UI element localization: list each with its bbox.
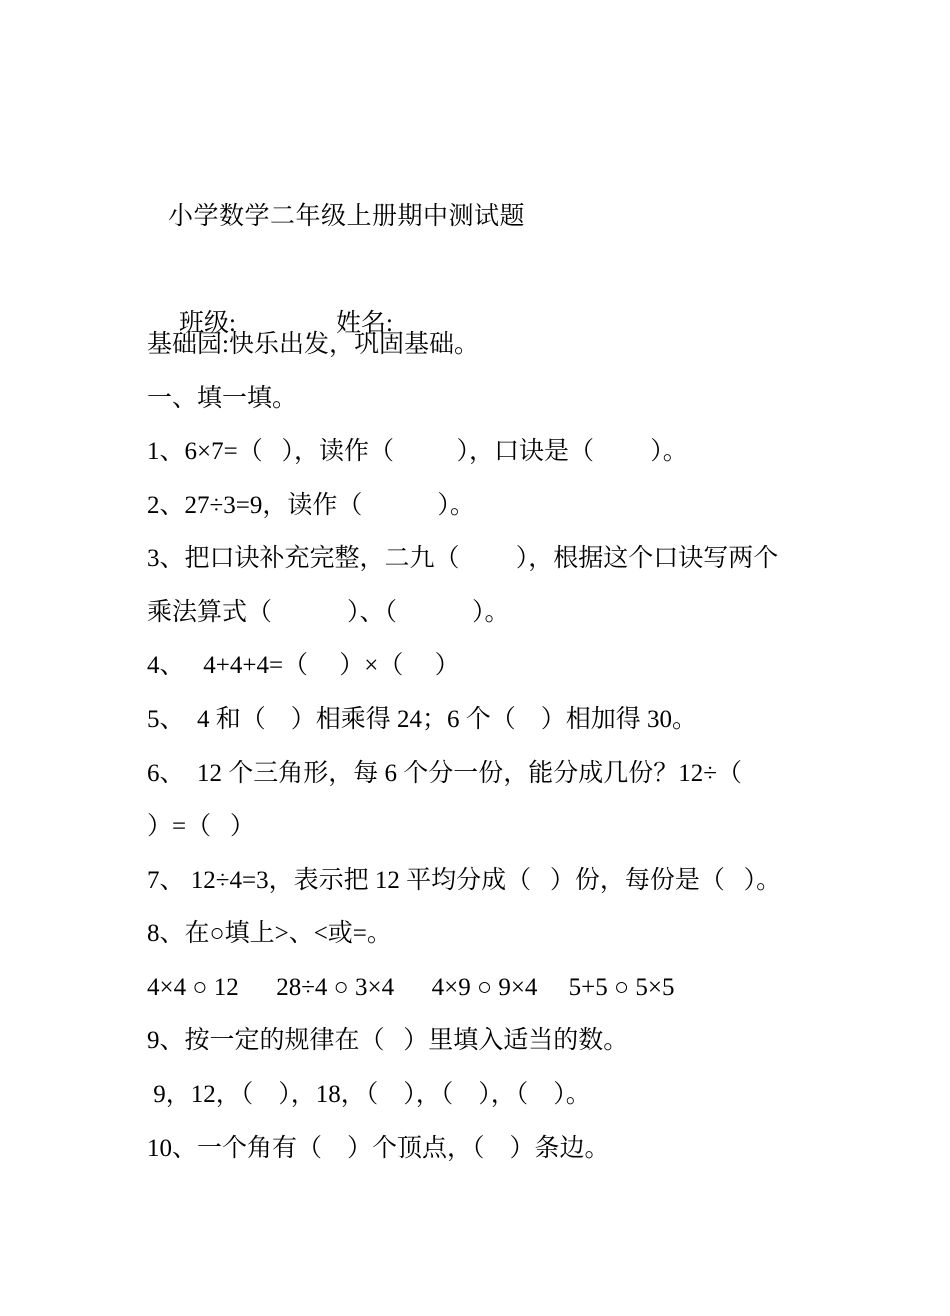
question-3-continued: 乘法算式（ ）、（ ）。 xyxy=(147,599,510,626)
intro-text: 基础园:快乐出发，巩固基础。 xyxy=(147,331,479,358)
question-9-sequence: 9，12，（ ），18，（ ），（ ），（ ）。 xyxy=(147,1081,591,1108)
question-3: 3、把口诀补充完整，二九（ ），根据这个口诀写两个 xyxy=(147,545,779,572)
question-7: 7、 12÷4=3，表示把 12 平均分成（ ）份，每份是（ ）。 xyxy=(147,867,782,894)
name-label: 姓名: xyxy=(335,310,393,337)
question-6-continued: ）=（ ） xyxy=(147,813,255,840)
question-5: 5、 4 和（ ）相乘得 24；6 个（ ）相加得 30。 xyxy=(147,706,698,733)
question-1: 1、6×7=（ ），读作（ ），口诀是（ ）。 xyxy=(147,438,688,465)
question-10: 10、一个角有（ ）个顶点，（ ）条边。 xyxy=(147,1135,610,1162)
question-6: 6、 12 个三角形，每 6 个分一份，能分成几份？12÷（ xyxy=(147,760,742,787)
question-4: 4、 4+4+4=（ ）×（ ） xyxy=(147,652,460,679)
section-heading-fill-in: 一、填一填。 xyxy=(147,385,298,412)
question-8: 8、在○填上>、<或=。 xyxy=(147,920,392,947)
question-8-comparisons: 4×4 ○ 12 28÷4 ○ 3×4 4×9 ○ 9×4 5+5 ○ 5×5 xyxy=(147,974,675,1001)
question-9: 9、按一定的规律在（ ）里填入适当的数。 xyxy=(147,1027,629,1054)
worksheet-title: 小学数学二年级上册期中测试题 xyxy=(168,203,526,230)
class-label: 班级: xyxy=(179,310,236,337)
question-2: 2、27÷3=9，读作（ ）。 xyxy=(147,492,475,519)
